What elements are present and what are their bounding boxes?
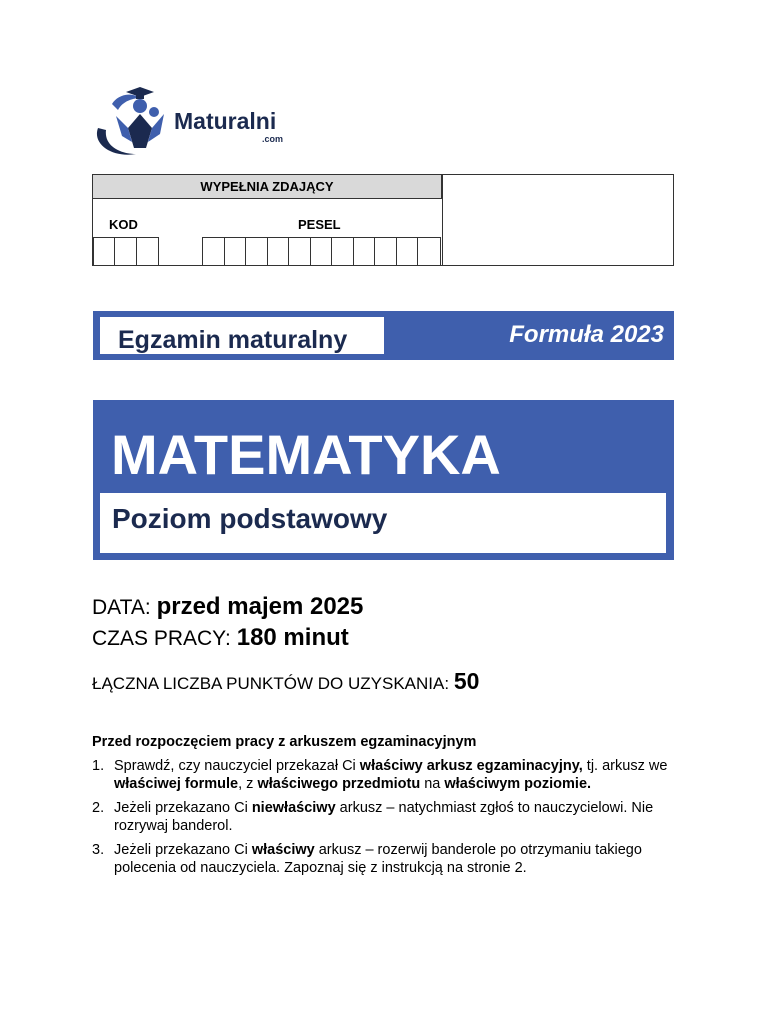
digit-box[interactable] xyxy=(246,238,268,265)
instruction-segment: na xyxy=(420,776,445,792)
digit-box[interactable] xyxy=(397,238,419,265)
fill-table-header: WYPEŁNIA ZDAJĄCY xyxy=(93,175,442,199)
exam-banner xyxy=(93,311,674,360)
maturalni-logo xyxy=(92,84,302,160)
instructions-list xyxy=(92,757,692,877)
instruction-number: 2. xyxy=(92,800,105,816)
digit-box[interactable] xyxy=(268,238,290,265)
instruction-item xyxy=(92,757,692,793)
logo-wordmark: Maturalni xyxy=(174,108,277,134)
pesel-label: PESEL xyxy=(298,217,341,232)
instruction-emphasis: właściwego przedmiotu xyxy=(257,776,421,792)
subject-block xyxy=(93,400,674,560)
digit-box[interactable] xyxy=(311,238,333,265)
candidate-fill-table xyxy=(92,174,674,266)
time-label: CZAS PRACY: xyxy=(92,627,231,650)
kod-input-boxes[interactable] xyxy=(93,237,159,265)
banner-title-box xyxy=(100,317,384,354)
instruction-item xyxy=(92,799,692,835)
digit-box[interactable] xyxy=(225,238,247,265)
digit-box[interactable] xyxy=(94,238,115,265)
digit-box[interactable] xyxy=(115,238,136,265)
digit-box[interactable] xyxy=(375,238,397,265)
instruction-emphasis: właściwym poziomie. xyxy=(444,776,592,792)
digit-box[interactable] xyxy=(289,238,311,265)
instruction-text xyxy=(114,841,692,877)
instruction-segment: Jeżeli przekazano Ci xyxy=(114,800,252,816)
instructions-title: Przed rozpoczęciem pracy z arkuszem egzaminacyjnym xyxy=(92,734,477,750)
instruction-segment: , z xyxy=(238,776,258,792)
exam-date xyxy=(92,593,363,621)
digit-box[interactable] xyxy=(354,238,376,265)
instruction-segment: tj. arkusz we xyxy=(582,758,668,774)
instruction-emphasis: właściwy arkusz egzaminacyjny, xyxy=(359,758,583,774)
instruction-item xyxy=(92,841,692,877)
instruction-segment: Sprawdź, czy nauczyciel przekazał Ci xyxy=(114,758,360,774)
total-points xyxy=(92,668,479,695)
date-label: DATA: xyxy=(92,596,151,619)
instruction-emphasis: niewłaściwy xyxy=(251,800,336,816)
instructions xyxy=(92,733,692,883)
points-label: ŁĄCZNA LICZBA PUNKTÓW DO UZYSKANIA: xyxy=(92,674,450,693)
time-value: 180 minut xyxy=(236,624,349,651)
subject-level: Poziom podstawowy xyxy=(112,503,388,534)
instruction-segment: arkusz – natychmiast zgłoś to nauczycielowi. Nie rozrywaj banderol. xyxy=(114,800,654,834)
instruction-number: 3. xyxy=(92,842,105,858)
instruction-emphasis: właściwej formule xyxy=(114,776,239,792)
exam-formula: Formuła 2023 xyxy=(509,321,664,348)
graduate-emblem-icon xyxy=(92,84,174,160)
fill-table-divider xyxy=(442,175,443,265)
digit-box[interactable] xyxy=(137,238,158,265)
digit-box[interactable] xyxy=(418,238,440,265)
pesel-input-boxes[interactable] xyxy=(202,237,441,265)
instruction-number: 1. xyxy=(92,758,105,774)
exam-duration xyxy=(92,624,349,652)
logo-domain: .com xyxy=(262,134,284,144)
points-value: 50 xyxy=(453,668,480,694)
instruction-text xyxy=(114,757,692,793)
digit-box[interactable] xyxy=(203,238,225,265)
kod-label: KOD xyxy=(109,217,138,232)
date-value: przed majem 2025 xyxy=(156,593,364,620)
subject-title: MATEMATYKA xyxy=(111,423,501,486)
exam-type-title: Egzamin maturalny xyxy=(118,326,348,354)
instruction-segment: arkusz – rozerwij banderole po otrzymaniu takiego polecenia od nauczyciela. Zapoznaj się z instrukcją na stronie 2. xyxy=(114,842,642,876)
digit-box[interactable] xyxy=(332,238,354,265)
instruction-segment: Jeżeli przekazano Ci xyxy=(114,842,252,858)
subject-level-box xyxy=(100,493,666,553)
instruction-text xyxy=(114,799,692,835)
instruction-emphasis: właściwy xyxy=(251,842,315,858)
